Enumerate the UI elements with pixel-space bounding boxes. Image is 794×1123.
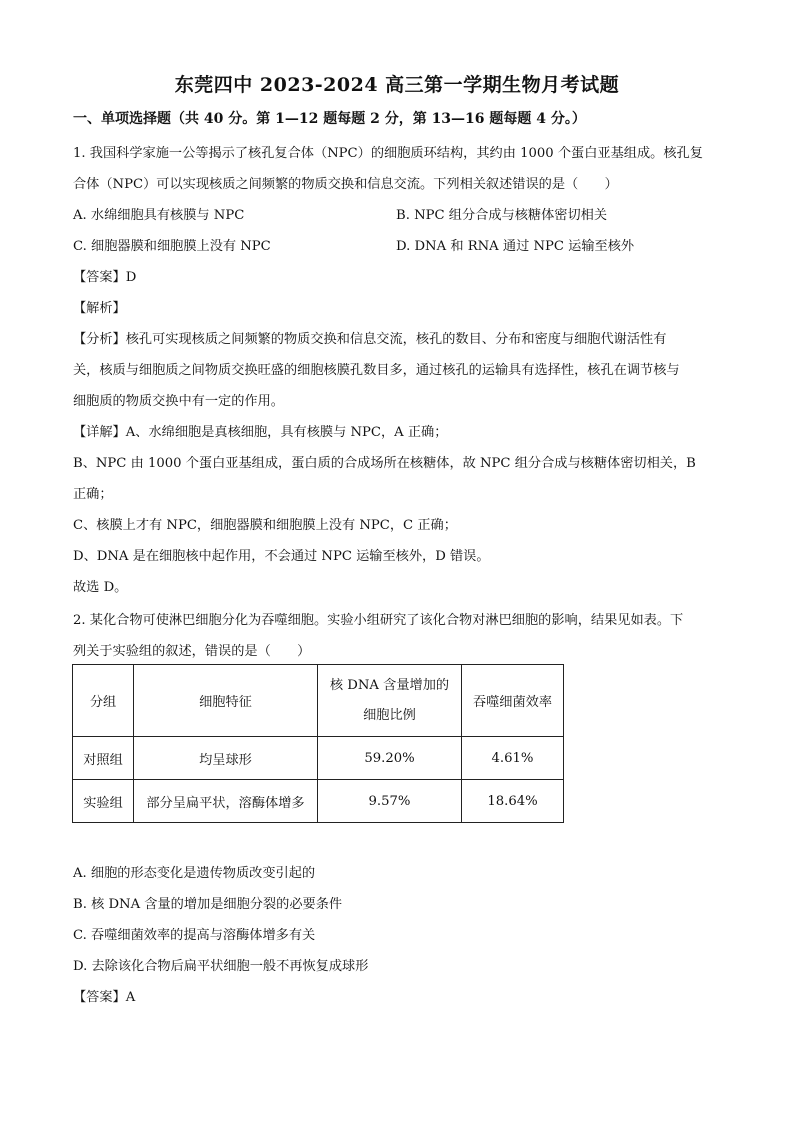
header-dna-ratio-line2: 细胞比例 — [363, 707, 416, 723]
q2-stem-line1: 2. 某化合物可使淋巴细胞分化为吞噬细胞。实验小组研究了该化合物对淋巴细胞的影响，结果见如表。下 — [73, 613, 684, 628]
q1-option-d: D. DNA 和 RNA 通过 NPC 运输至核外 — [396, 239, 635, 254]
header-phagocytosis: 吞噬细菌效率 — [462, 665, 564, 737]
q1-xiangjie-line2: B、NPC 由 1000 个蛋白亚基组成，蛋白质的合成场所在核糖体，故 NPC 组分合成与核糖体密切相关，B — [73, 456, 696, 471]
q1-analysis-label: 【解析】 — [73, 301, 126, 316]
header-dna-ratio-line1: 核 DNA 含量增加的 — [329, 677, 450, 693]
q2-option-c: C. 吞噬细菌效率的提高与溶酶体增多有关 — [73, 928, 316, 943]
section-heading: 一、单项选择题（共 40 分。第 1—12 题每题 2 分，第 13—16 题每题 4 分。） — [73, 111, 586, 127]
q1-fenxi-line2: 关，核质与细胞质之间物质交换旺盛的细胞核膜孔数目多，通过核孔的运输具有选择性，核孔在调节核与 — [73, 363, 680, 378]
q1-stem-line1: 1. 我国科学家施一公等揭示了核孔复合体（NPC）的细胞质环结构，其约由 1000 个蛋白亚基组成。核孔复 — [73, 146, 703, 161]
results-table — [72, 664, 564, 823]
q1-option-a: A. 水绵细胞具有核膜与 NPC — [73, 208, 245, 223]
q1-fenxi-line1: 【分析】核孔可实现核质之间频繁的物质交换和信息交流，核孔的数目、分布和密度与细胞代谢活性有 — [73, 332, 667, 347]
header-dna-ratio — [318, 665, 462, 737]
cell-group: 实验组 — [73, 780, 134, 823]
q2-answer: 【答案】A — [73, 990, 136, 1005]
q2-option-d: D. 去除该化合物后扁平状细胞一般不再恢复成球形 — [73, 959, 369, 974]
q1-conclusion: 故选 D。 — [73, 580, 128, 595]
q2-option-a: A. 细胞的形态变化是遗传物质改变引起的 — [73, 866, 316, 881]
cell-phagocytosis: 4.61% — [462, 737, 564, 780]
table-row — [73, 737, 564, 780]
q1-xiangjie-line5: D、DNA 是在细胞核中起作用，不会通过 NPC 运输至核外，D 错误。 — [73, 549, 490, 564]
q2-option-b: B. 核 DNA 含量的增加是细胞分裂的必要条件 — [73, 897, 343, 912]
table-row — [73, 780, 564, 823]
q2-stem-line2: 列关于实验组的叙述，错误的是（ ） — [73, 644, 311, 659]
q1-xiangjie-line1: 【详解】A、水绵细胞是真核细胞，具有核膜与 NPC，A 正确； — [73, 425, 448, 440]
q1-stem-line2: 合体（NPC）可以实现核质之间频繁的物质交换和信息交流。下列相关叙述错误的是（ ） — [73, 177, 618, 192]
q1-option-c: C. 细胞器膜和细胞膜上没有 NPC — [73, 239, 271, 254]
q1-fenxi-line3: 细胞质的物质交换中有一定的作用。 — [73, 394, 284, 409]
table-header-row — [73, 665, 564, 737]
q1-answer: 【答案】D — [73, 270, 137, 285]
cell-group: 对照组 — [73, 737, 134, 780]
page-title: 东莞四中 2023-2024 高三第一学期生物月考试题 — [174, 74, 620, 96]
q1-xiangjie-line3: 正确； — [73, 487, 113, 502]
cell-dna-ratio: 59.20% — [318, 737, 462, 780]
cell-features: 均呈球形 — [134, 737, 318, 780]
q1-option-b: B. NPC 组分合成与核糖体密切相关 — [396, 208, 608, 223]
cell-dna-ratio: 9.57% — [318, 780, 462, 823]
q1-xiangjie-line4: C、核膜上才有 NPC，细胞器膜和细胞膜上没有 NPC，C 正确； — [73, 518, 457, 533]
cell-features: 部分呈扁平状，溶酶体增多 — [134, 780, 318, 823]
header-features: 细胞特征 — [134, 665, 318, 737]
cell-phagocytosis: 18.64% — [462, 780, 564, 823]
header-group: 分组 — [73, 665, 134, 737]
